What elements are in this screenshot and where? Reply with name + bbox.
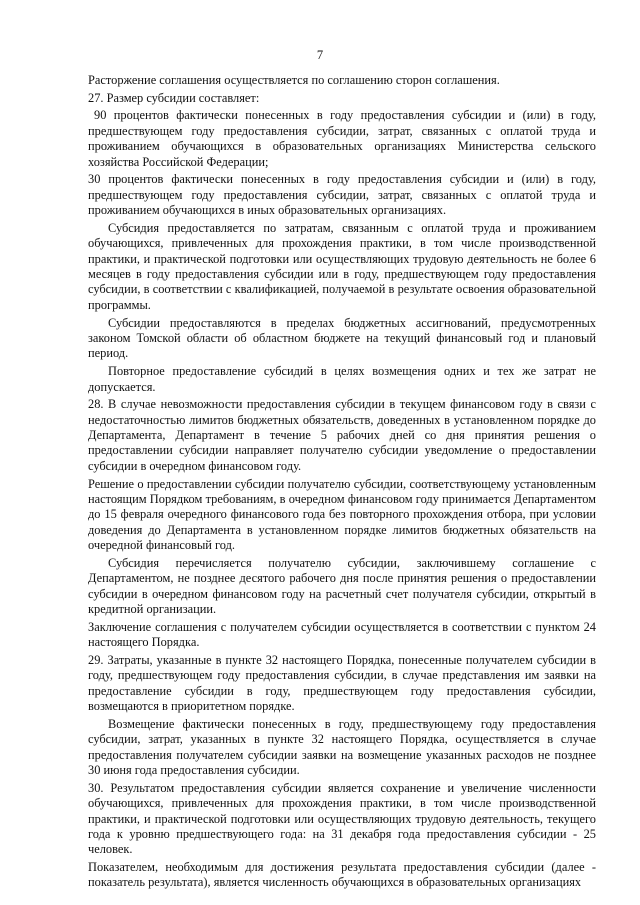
paragraph: Повторное предоставление субсидий в целях возмещения одних и тех же затрат не допускается. xyxy=(88,364,596,394)
paragraph: 29. Затраты, указанные в пункте 32 настоящего Порядка, понесенные получателем субсидии в году, предшествующем году предоставления субсидии, в случае представления им заявки на предоставление субсидии в году, предшествующем году предоставления субсидии, возмещаются в приоритетном порядке. xyxy=(88,652,596,714)
paragraph: 28. В случае невозможности предоставления субсидии в текущем финансовом году в связи с недостаточностью лимитов бюджетных обязательств, доведенных в установленном порядке до Департамента, Департамент в течение 5 рабочих дней со дня принятия решения о предоставлении субсидии направляет получателю субсидии уведомление о предоставлении субсидии в очередном финансовом году. xyxy=(88,397,596,473)
paragraph: 30 процентов фактически понесенных в году предоставления субсидии и (или) в году, предшествующем году предоставления субсидии, затрат, связанных с оплатой труда и проживанием обучающихся в иных образовательных организациях. xyxy=(88,172,596,218)
paragraph: 30. Результатом предоставления субсидии является сохранение и увеличение численности обучающихся, привлеченных для прохождения практики, в том числе производственной практики, и практической подготовки или осуществляющих трудовую деятельность, текущего года к уровню предшествующего года: на 31 декабря года предоставления субсидии - 25 человек. xyxy=(88,780,596,857)
paragraph: Субсидии предоставляются в пределах бюджетных ассигнований, предусмотренных законом Томской области об областном бюджете на текущий финансовый год и плановый период. xyxy=(88,315,596,361)
paragraph: 90 процентов фактически понесенных в году предоставления субсидии и (или) в году, предшествующем году предоставления субсидии, затрат, связанных с оплатой труда и проживанием обучающихся в образовательных организациях Министерства сельского хозяйства Российской Федерации; xyxy=(88,108,596,169)
page-number: 7 xyxy=(316,48,324,62)
paragraph: Решение о предоставлении субсидии получателю субсидии, соответствующему установленным настоящим Порядком требованиям, в очередном финансовом году принимается Департаментом до 15 февраля очередного финансового года без повторного прохождения отбора, при условии доведения до Департамента в установленном порядке лимитов бюджетных обязательств на очередной финансовый год. xyxy=(88,476,596,553)
paragraph: Расторжение соглашения осуществляется по соглашению сторон соглашения. xyxy=(88,73,500,87)
paragraph: 27. Размер субсидии составляет: xyxy=(88,90,260,105)
paragraph: Субсидия предоставляется по затратам, связанным с оплатой труда и проживанием обучающихся, привлеченных для прохождения практики, в том числе производственной практики, и практической подготовки или осуществляющих трудовую деятельность не более 6 месяцев в году предоставления субсидии или в году, предшествующем году предоставления субсидии, в соответствии с квалификацией, получаемой в результате освоения образовательной программы. xyxy=(88,220,596,312)
document-body xyxy=(88,73,596,893)
paragraph: Показателем, необходимым для достижения результата предоставления субсидии (далее - показатель результата), является численность обучающихся в образовательных организациях xyxy=(88,860,596,890)
paragraph: Заключение соглашения с получателем субсидии осуществляется в соответствии с пунктом 24 настоящего Порядка. xyxy=(88,619,596,650)
paragraph: Субсидия перечисляется получателю субсидии, заключившему соглашение с Департаментом, не позднее десятого рабочего дня после принятия решения о предоставлении субсидии в очередном финансовом году на расчетный счет получателя субсидии, открытый в кредитной организации. xyxy=(88,555,596,617)
paragraph: Возмещение фактически понесенных в году, предшествующему году предоставления субсидии, затрат, указанных в пункте 32 настоящего Порядка, осуществляется в случае предоставления получателем субсидии заявки на возмещение указанных расходов не позднее 30 июня года предоставления субсидии. xyxy=(88,716,596,778)
